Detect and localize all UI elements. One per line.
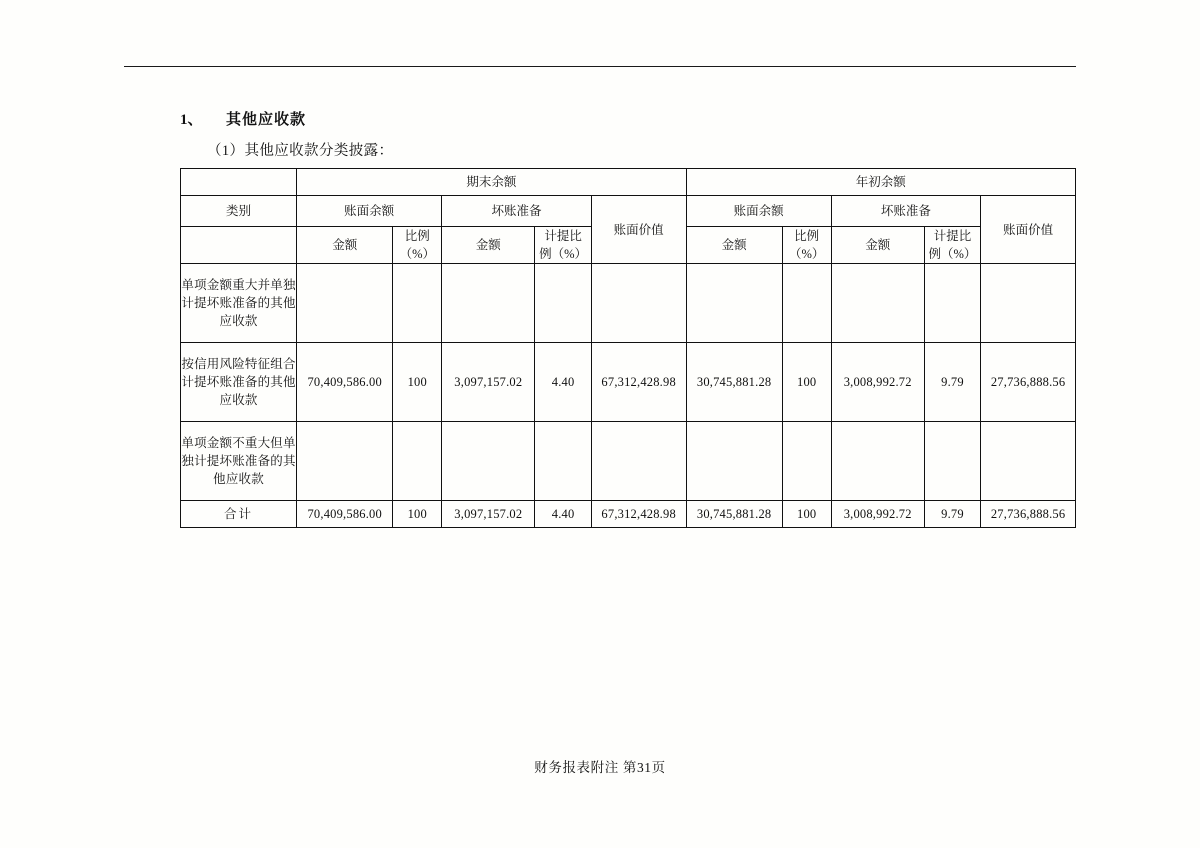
footer-label: 财务报表附注 (534, 760, 619, 775)
header-begin-amount: 金额 (686, 227, 782, 264)
header-end-book-balance: 账面余额 (297, 196, 442, 227)
row-end-bad: 3,097,157.02 (442, 343, 535, 422)
row-begin-ratio: 100 (782, 343, 831, 422)
other-receivables-table (180, 168, 1076, 528)
header-begin-book-balance: 账面余额 (686, 196, 831, 227)
row-begin-amount (686, 422, 782, 501)
header-end-bad-debt: 坏账准备 (442, 196, 592, 227)
row-end-amount: 70,409,586.00 (297, 343, 393, 422)
row-end-bad (442, 422, 535, 501)
header-end-provision-ratio-label: 计提比 (544, 229, 582, 243)
row-end-value (591, 422, 686, 501)
header-end-ratio (393, 227, 442, 264)
total-begin-value: 27,736,888.56 (981, 501, 1076, 528)
header-begin-provision-ratio-unit: 例（%） (928, 247, 977, 262)
row-end-rate (535, 422, 591, 501)
header-begin-bad-amount: 金额 (831, 227, 924, 264)
total-end-rate: 4.40 (535, 501, 591, 528)
row-end-ratio (393, 264, 442, 343)
header-rule (124, 66, 1076, 67)
row-begin-bad (831, 422, 924, 501)
row-category: 单项金额不重大但单独计提坏账准备的其他应收款 (181, 422, 297, 501)
header-begin-provision-ratio (924, 227, 980, 264)
row-end-ratio (393, 422, 442, 501)
row-begin-value (981, 422, 1076, 501)
row-end-bad (442, 264, 535, 343)
header-begin-book-value: 账面价值 (981, 196, 1076, 264)
total-end-value: 67,312,428.98 (591, 501, 686, 528)
header-end-provision-ratio (535, 227, 591, 264)
row-end-value (591, 264, 686, 343)
header-category-top (181, 169, 297, 196)
header-category-spacer (181, 227, 297, 264)
table-total-row (181, 501, 1076, 528)
header-end-bad-amount: 金额 (442, 227, 535, 264)
section-heading (180, 108, 880, 129)
row-end-rate: 4.40 (535, 343, 591, 422)
header-period-end: 期末余额 (297, 169, 686, 196)
header-begin-bad-debt: 坏账准备 (831, 196, 981, 227)
row-end-ratio: 100 (393, 343, 442, 422)
row-begin-amount: 30,745,881.28 (686, 343, 782, 422)
row-category: 按信用风险特征组合计提坏账准备的其他应收款 (181, 343, 297, 422)
row-begin-bad (831, 264, 924, 343)
row-category: 单项金额重大并单独计提坏账准备的其他应收款 (181, 264, 297, 343)
header-begin-provision-ratio-label: 计提比 (933, 229, 972, 243)
total-begin-ratio: 100 (782, 501, 831, 528)
table-row (181, 343, 1076, 422)
footer-page-number: 第31页 (622, 760, 666, 775)
row-begin-ratio (782, 422, 831, 501)
total-end-ratio: 100 (393, 501, 442, 528)
row-begin-value (981, 264, 1076, 343)
header-period-begin: 年初余额 (686, 169, 1075, 196)
section-number: 1、 (180, 112, 203, 128)
table-header-row-group (181, 169, 1076, 196)
header-begin-ratio (782, 227, 831, 264)
table-header-row-sub (181, 196, 1076, 227)
row-end-value: 67,312,428.98 (591, 343, 686, 422)
section-title: 其他应收款 (226, 112, 307, 128)
header-begin-ratio-label: 比例 (794, 229, 820, 243)
row-begin-ratio (782, 264, 831, 343)
header-begin-ratio-unit: （%） (788, 247, 825, 262)
row-begin-amount (686, 264, 782, 343)
row-end-amount (297, 422, 393, 501)
table-row (181, 422, 1076, 501)
row-begin-rate: 9.79 (924, 343, 980, 422)
total-begin-bad: 3,008,992.72 (831, 501, 924, 528)
row-begin-rate (924, 422, 980, 501)
header-end-amount: 金额 (297, 227, 393, 264)
header-end-book-value: 账面价值 (591, 196, 686, 264)
table-row (181, 264, 1076, 343)
header-end-ratio-unit: （%） (399, 247, 435, 262)
header-end-provision-ratio-unit: 例（%） (539, 247, 588, 262)
page-footer (0, 756, 1200, 776)
total-end-amount: 70,409,586.00 (297, 501, 393, 528)
row-begin-rate (924, 264, 980, 343)
row-begin-bad: 3,008,992.72 (831, 343, 924, 422)
subsection-title: （1）其他应收款分类披露： (207, 143, 394, 159)
row-begin-value: 27,736,888.56 (981, 343, 1076, 422)
total-begin-amount: 30,745,881.28 (686, 501, 782, 528)
row-end-rate (535, 264, 591, 343)
header-end-ratio-label: 比例 (404, 229, 430, 243)
row-end-amount (297, 264, 393, 343)
total-begin-rate: 9.79 (924, 501, 980, 528)
total-label: 合计 (181, 501, 297, 528)
header-category-label: 类别 (181, 196, 297, 227)
total-end-bad: 3,097,157.02 (442, 501, 535, 528)
